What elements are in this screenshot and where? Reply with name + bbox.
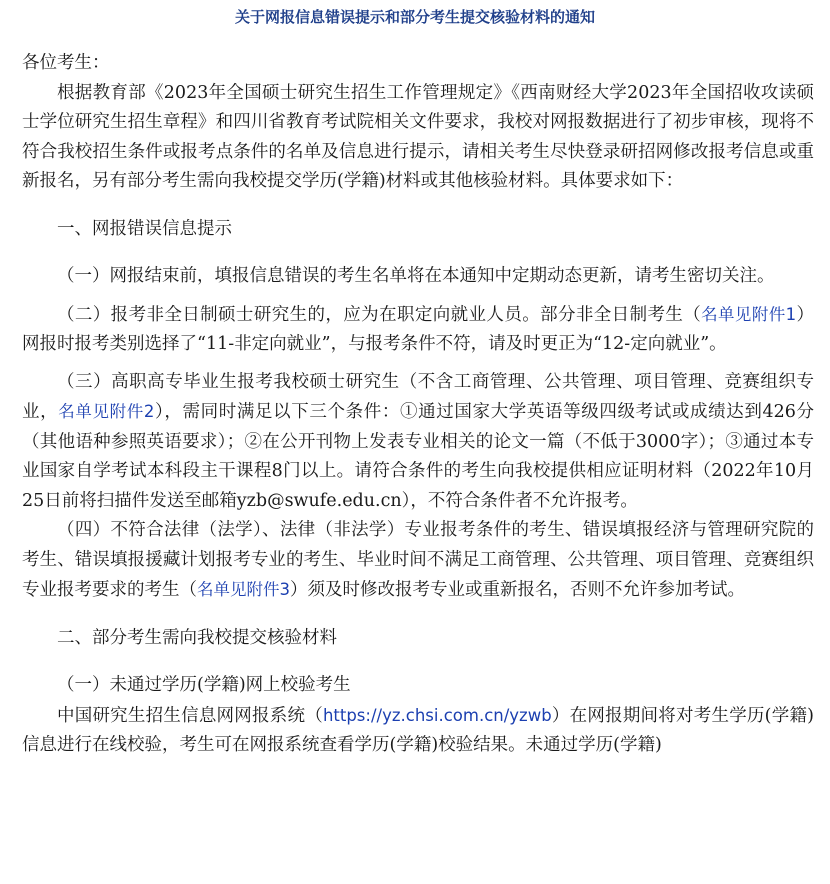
- section-1-item-4: [22, 516, 814, 606]
- attachment-1-link[interactable]: 名单见附件1: [701, 304, 797, 324]
- notice-title: 关于网报信息错误提示和部分考生提交核验材料的通知: [234, 8, 595, 26]
- item-3-text-after: ），需同时满足以下三个条件：①通过国家大学英语等级四级考试或成绩达到426分（其他语种参照英语要求）；②在公开刊物上发表专业相关的论文一篇（不低于3000字）；③通过本专业国家自学考试本科段主干课程8门以上。请符合条件的考生向我校提供相应证明材料（2022年10月25日前将扫描件发送至邮箱yzb@swufe.edu.cn），不符合条件者不允许报考。: [22, 402, 814, 511]
- section-1-item-1: （一）网报结束前，填报信息错误的考生名单将在本通知中定期动态更新，请考生密切关注。: [57, 266, 775, 286]
- item-3-text-before: （三）高职高专毕业生报考我校硕士研究生（不含工商管理、公共管理、项目管理、竞赛组织专业，: [22, 371, 814, 422]
- section-2-heading: 二、部分考生需向我校提交核验材料: [57, 627, 337, 648]
- attachment-3-link[interactable]: 名单见附件3: [197, 580, 290, 599]
- item-4-text-after: ）须及时修改报考专业或重新报名，否则不允许参加考试。: [290, 580, 745, 600]
- section-2-text-before: 中国研究生招生信息网网报系统（: [57, 705, 323, 726]
- item-2-text-after: ）网报时报考类别选择了“11-非定向就业”，与报考条件不符，请及时更正为“12-定向就业”。: [22, 304, 815, 354]
- notice-body: [22, 49, 814, 761]
- section-1-item-2: [22, 300, 814, 360]
- section-2-paragraph: [22, 701, 814, 761]
- greeting: 各位考生：: [22, 53, 110, 73]
- section-1-item-3: [22, 368, 814, 517]
- item-2-text-before: （二）报考非全日制硕士研究生的，应为在职定向就业人员。部分非全日制考生（: [57, 304, 702, 325]
- attachment-2-link[interactable]: 名单见附件2: [58, 402, 155, 421]
- item-4-text-before: （四）不符合法律（法学）、法律（非法学）专业报考条件的考生、错误填报经济与管理研究院的考生、错误填报援藏计划报考专业的考生、毕业时间不满足工商管理、公共管理、项目管理、竞赛组织专业报考要求的考生（: [22, 520, 814, 600]
- section-2-text-after: ）在网报期间将对考生学历(学籍)信息进行在线校验，考生可在网报系统查看学历(学籍)校验结果。未通过学历(学籍): [22, 705, 815, 755]
- intro-paragraph: 根据教育部《2023年全国硕士研究生招生工作管理规定》《西南财经大学2023年全国招收攻读硕士学位研究生招生章程》和四川省教育考试院相关文件要求，我校对网报数据进行了初步审核，现将不符合我校招生条件或报考点条件的名单及信息进行提示，请相关考生尽快登录研招网修改报考信息或重新报名，另有部分考生需向我校提交学历(学籍)材料或其他核验材料。具体要求如下：: [22, 82, 814, 191]
- section-2-sub-1: （一）未通过学历(学籍)网上校验考生: [57, 675, 351, 695]
- yz-chsi-link[interactable]: https://yz.chsi.com.cn/yzwb: [322, 705, 552, 725]
- section-1-heading: 一、网报错误信息提示: [57, 218, 232, 239]
